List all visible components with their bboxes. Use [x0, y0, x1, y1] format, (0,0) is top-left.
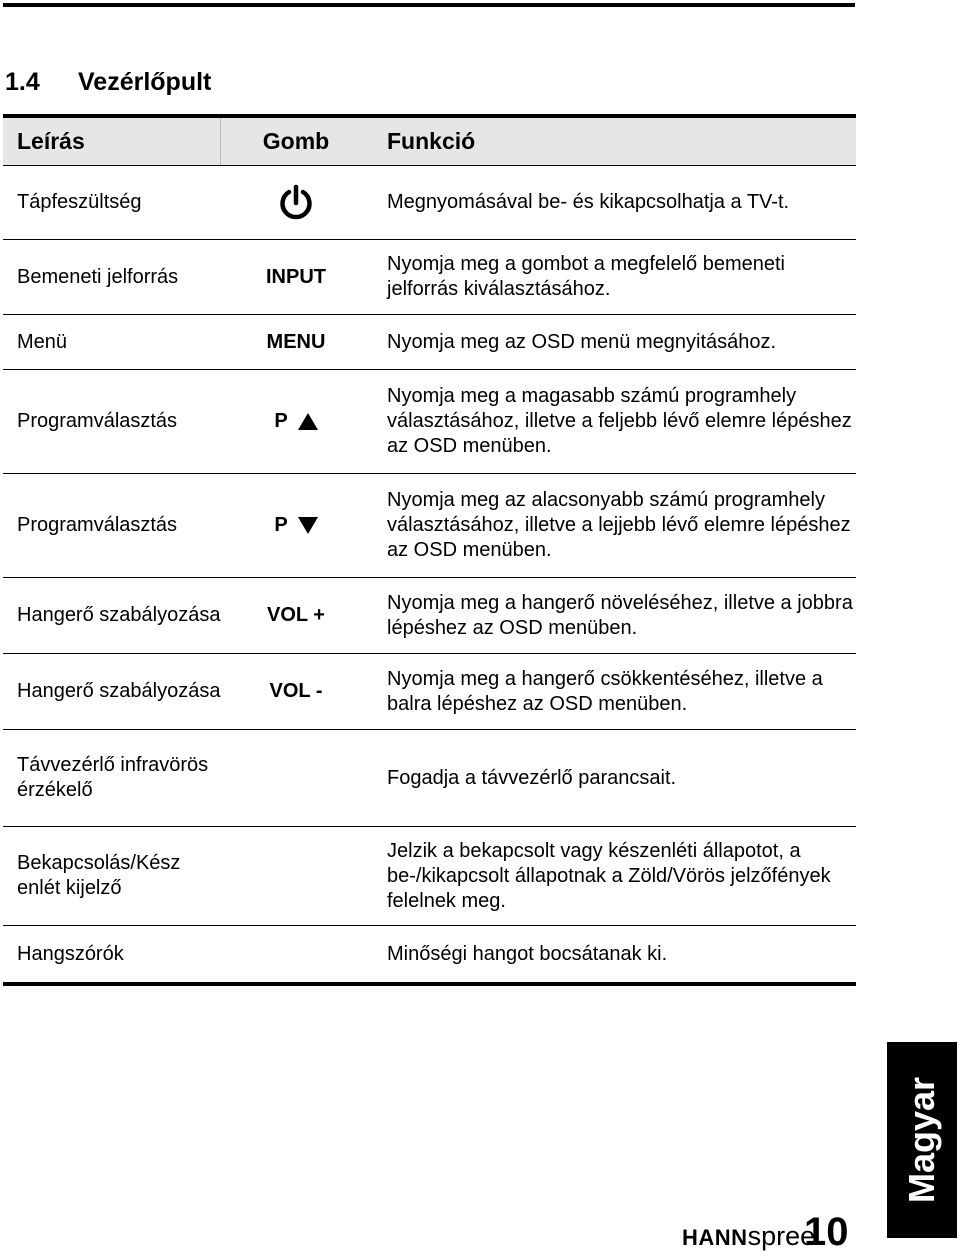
triangle-down-icon [298, 517, 318, 534]
row-description: Hangerő szabályozása [17, 680, 221, 702]
row-function: Megnyomásával be- és kikapcsolhatja a TV-t. [387, 191, 790, 213]
header-function: Funkció [387, 128, 476, 154]
row-description: Hangszórók [17, 942, 124, 965]
row-button [225, 730, 367, 826]
table-row [3, 578, 856, 654]
row-button-label: P [274, 410, 288, 432]
row-button: VOL + [267, 604, 325, 626]
row-function: Nyomja meg az alacsonyabb számú programhely választásához, illetve a lejjebb lévő elemre lépéshez az OSD menüben. [387, 489, 851, 561]
section-title [5, 68, 211, 97]
page-number: 10 [804, 1210, 849, 1254]
table-row [3, 474, 856, 578]
row-function: Nyomja meg az OSD menü megnyitásához. [387, 330, 777, 353]
table-row [3, 926, 856, 986]
table-row [3, 315, 856, 370]
row-description: Hangerő szabályozása [17, 604, 221, 626]
row-function: Nyomja meg a magasabb számú programhely választásához, illetve a feljebb lévő elemre lépéshez az OSD menüben. [387, 385, 852, 457]
row-description: Programválasztás [17, 514, 178, 536]
language-tab [887, 1042, 957, 1238]
section-title-text: Vezérlőpult [78, 68, 212, 96]
row-description: Programválasztás [17, 410, 178, 432]
row-description: Bemeneti jelforrás [17, 265, 179, 288]
row-button: MENU [266, 330, 326, 353]
row-button-label: P [274, 514, 288, 536]
row-description: Menü [17, 330, 68, 353]
control-panel-table [3, 114, 856, 986]
row-function: Minőségi hangot bocsátanak ki. [387, 942, 668, 965]
row-button [225, 926, 367, 982]
row-function: Nyomja meg a hangerő csökkentéséhez, illetve a balra lépéshez az OSD menüben. [387, 667, 823, 715]
row-description: Távvezérlő infravörös érzékelő [17, 754, 209, 801]
brand-logo [682, 1216, 815, 1258]
table-row [3, 827, 856, 926]
language-tab-label: Magyar [901, 1076, 942, 1204]
table-header [3, 114, 856, 166]
row-function: Fogadja a távvezérlő parancsait. [387, 766, 677, 789]
header-button: Gomb [262, 128, 330, 154]
table-row [3, 654, 856, 730]
table-row [3, 370, 856, 474]
row-button [225, 370, 367, 473]
row-description: Tápfeszültség [17, 191, 142, 213]
row-description: Bekapcsolás/Kész enlét kijelző [17, 852, 181, 899]
row-button: VOL - [269, 680, 323, 702]
brand-logo-light: spree [747, 1221, 816, 1251]
row-function: Nyomja meg a gombot a megfelelő bemeneti jelforrás kiválasztásához. [387, 253, 785, 300]
section-number: 1.4 [5, 68, 40, 96]
brand-logo-bold: HANN [682, 1225, 748, 1250]
power-icon [278, 184, 314, 222]
triangle-up-icon [298, 413, 318, 430]
row-button [225, 827, 367, 925]
row-button: INPUT [266, 265, 326, 288]
table-row [3, 240, 856, 315]
header-description: Leírás [17, 128, 85, 154]
top-rule [3, 3, 855, 7]
row-function: Nyomja meg a hangerő növeléséhez, illetve a jobbra lépéshez az OSD menüben. [387, 591, 853, 639]
row-function: Jelzik a bekapcsolt vagy készenléti állapotot, a be-/kikapcsolt állapotnak a Zöld/Vörös jelzőfények felelnek meg. [387, 839, 831, 912]
row-button [225, 166, 367, 239]
row-button [225, 474, 367, 577]
table-row [3, 730, 856, 827]
table-row [3, 166, 856, 240]
